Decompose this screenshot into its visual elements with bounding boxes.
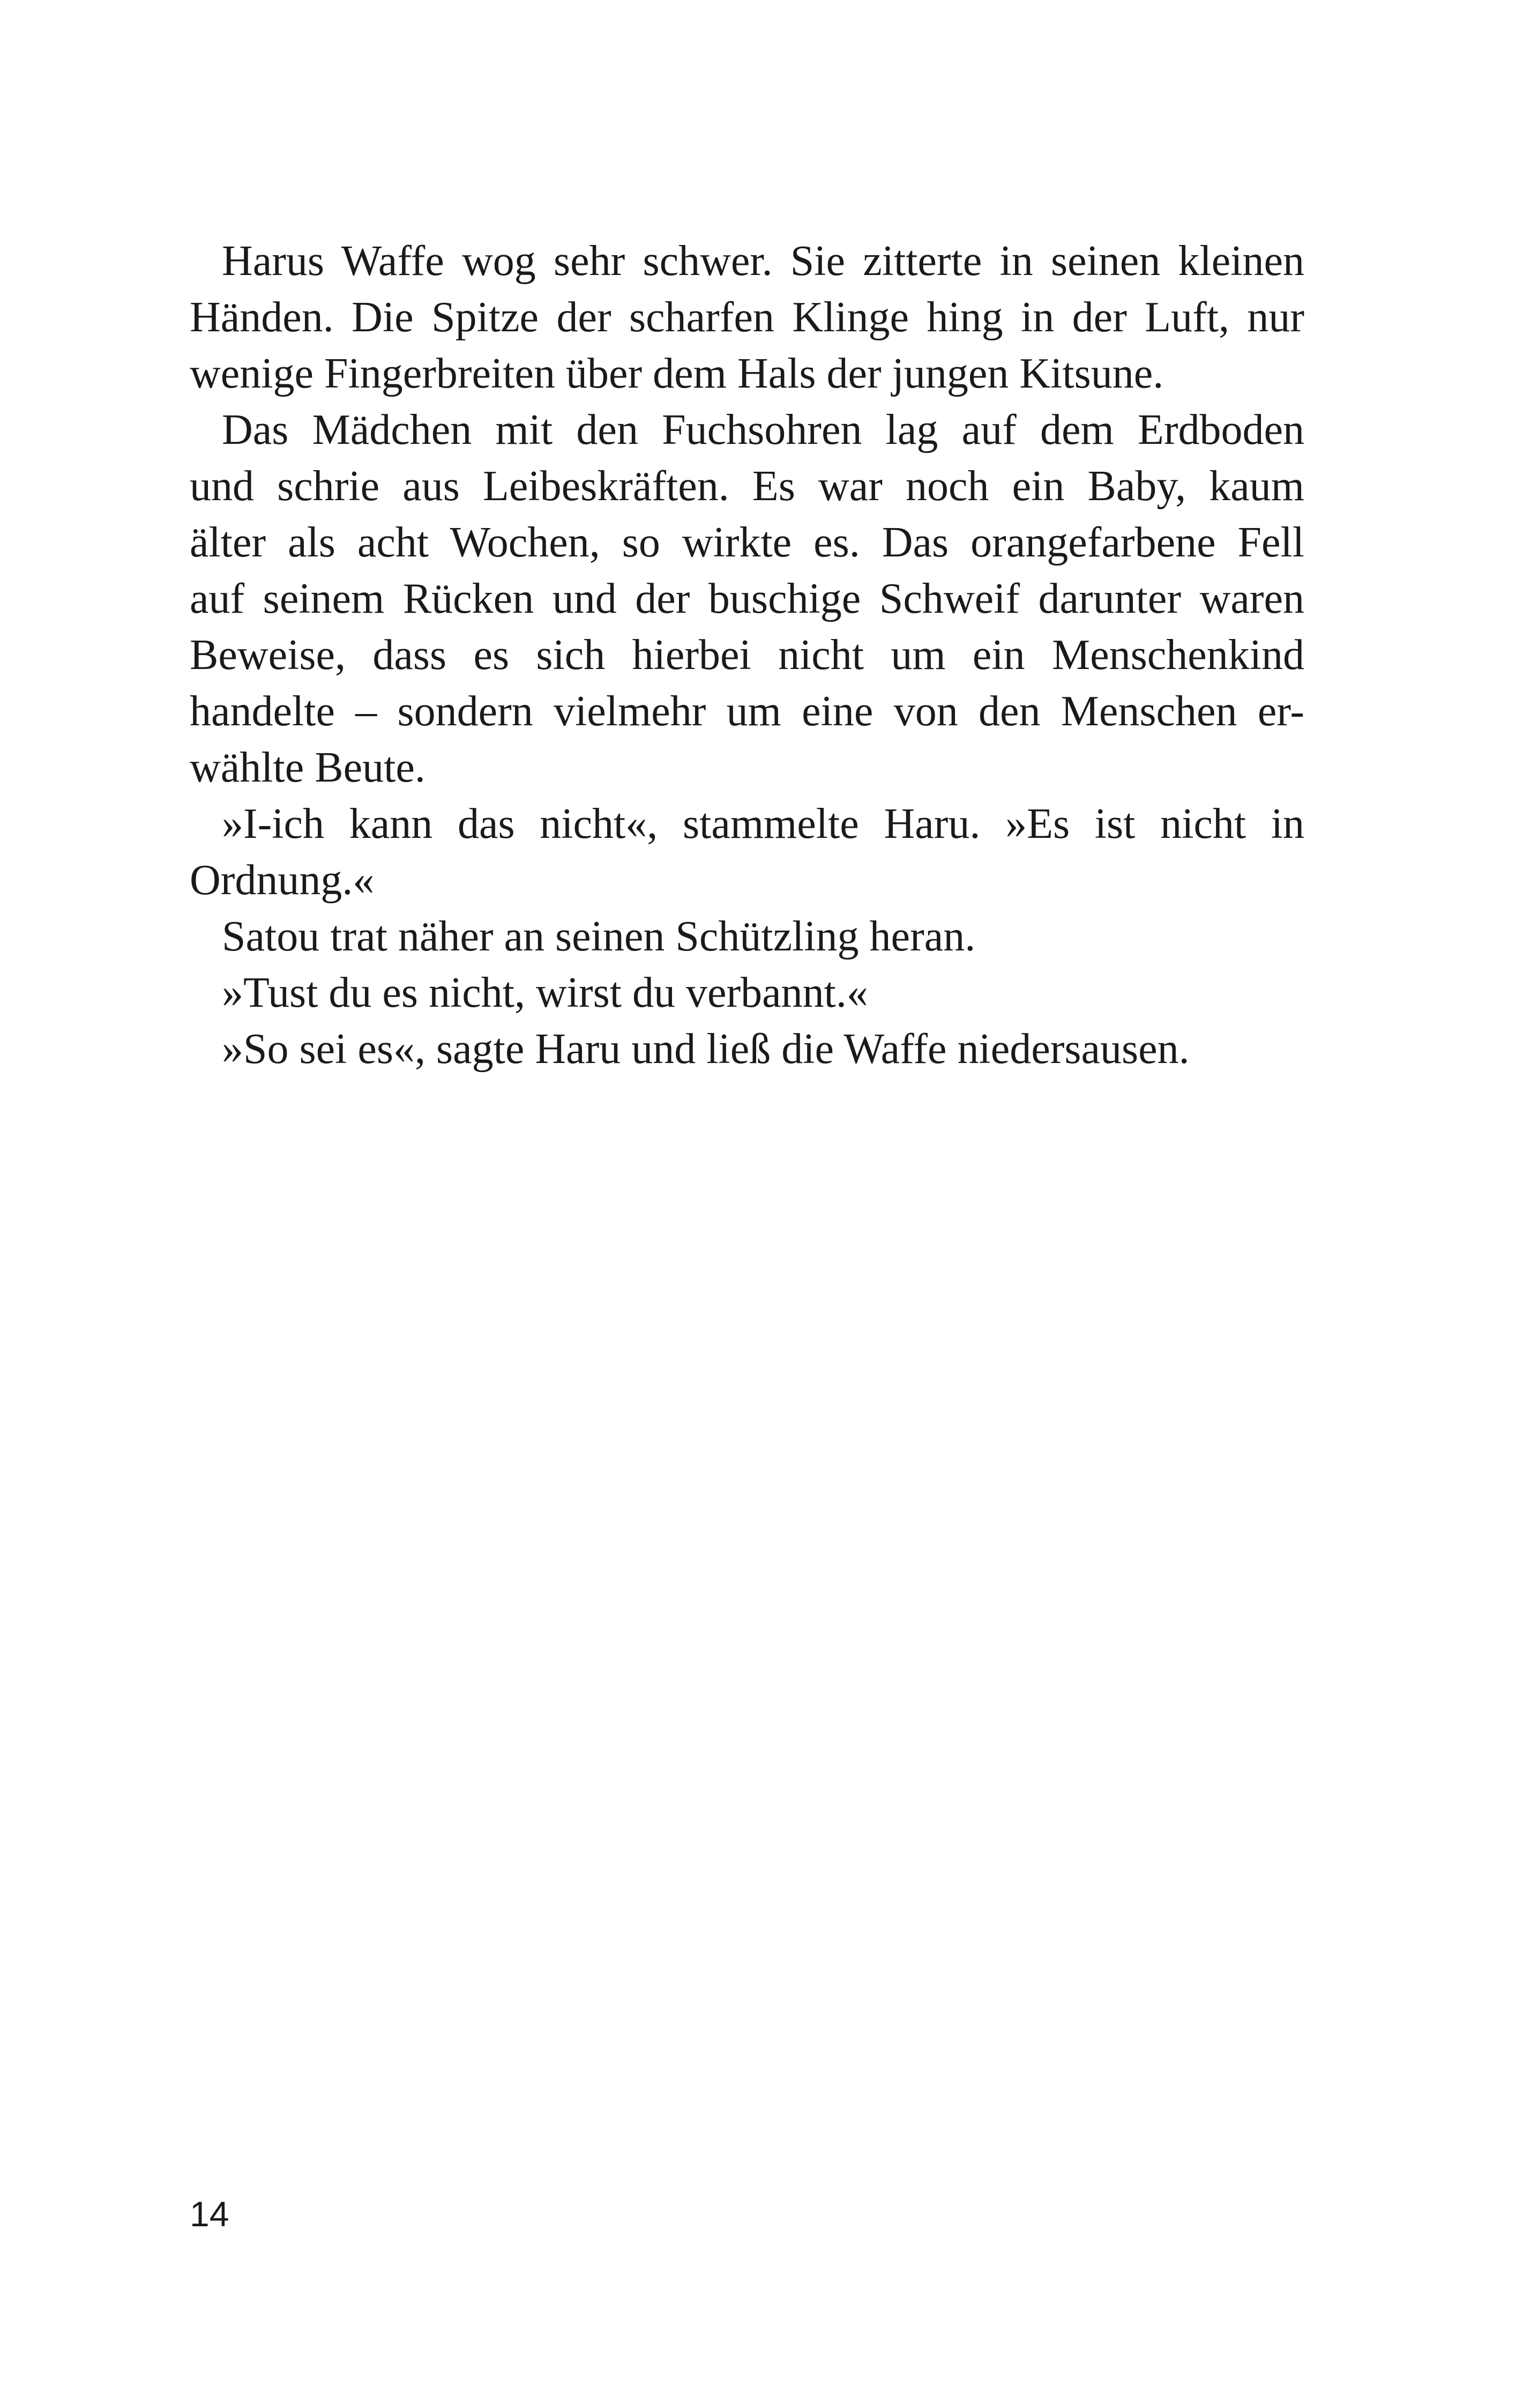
- text-line: wenige Fingerbreiten über dem Hals der jungen Kitsune.: [190, 350, 1164, 397]
- text-line: »I-ich kann das nicht«, stammelte Haru. »Es ist nicht in: [222, 800, 1304, 848]
- text-line: Beweise, dass es sich hierbei nicht um ein Menschenkind: [190, 631, 1304, 679]
- text-line: wählte Beute.: [190, 744, 425, 791]
- text-line: »So sei es«, sagte Haru und ließ die Waffe niedersausen.: [222, 1025, 1190, 1073]
- text-line: Harus Waffe wog sehr schwer. Sie zitterte in seinen kleinen: [222, 237, 1304, 285]
- page-number: 14: [190, 2194, 229, 2234]
- text-line: auf seinem Rücken und der buschige Schweif darunter waren: [190, 575, 1304, 622]
- text-line: »Tust du es nicht, wirst du verbannt.«: [222, 969, 868, 1016]
- text-line: Das Mädchen mit den Fuchsohren lag auf dem Erdboden: [222, 406, 1304, 454]
- text-line: und schrie aus Leibeskräften. Es war noch ein Baby, kaum: [190, 463, 1304, 510]
- body-text: [190, 233, 1304, 1077]
- text-line: Ordnung.«: [190, 857, 375, 904]
- text-line: Händen. Die Spitze der scharfen Klinge hing in der Luft, nur: [190, 294, 1304, 341]
- text-line: handelte – sondern vielmehr um eine von den Menschen er-: [190, 688, 1304, 735]
- text-line: älter als acht Wochen, so wirkte es. Das orangefarbene Fell: [190, 519, 1304, 566]
- text-line: Satou trat näher an seinen Schützling heran.: [222, 913, 976, 960]
